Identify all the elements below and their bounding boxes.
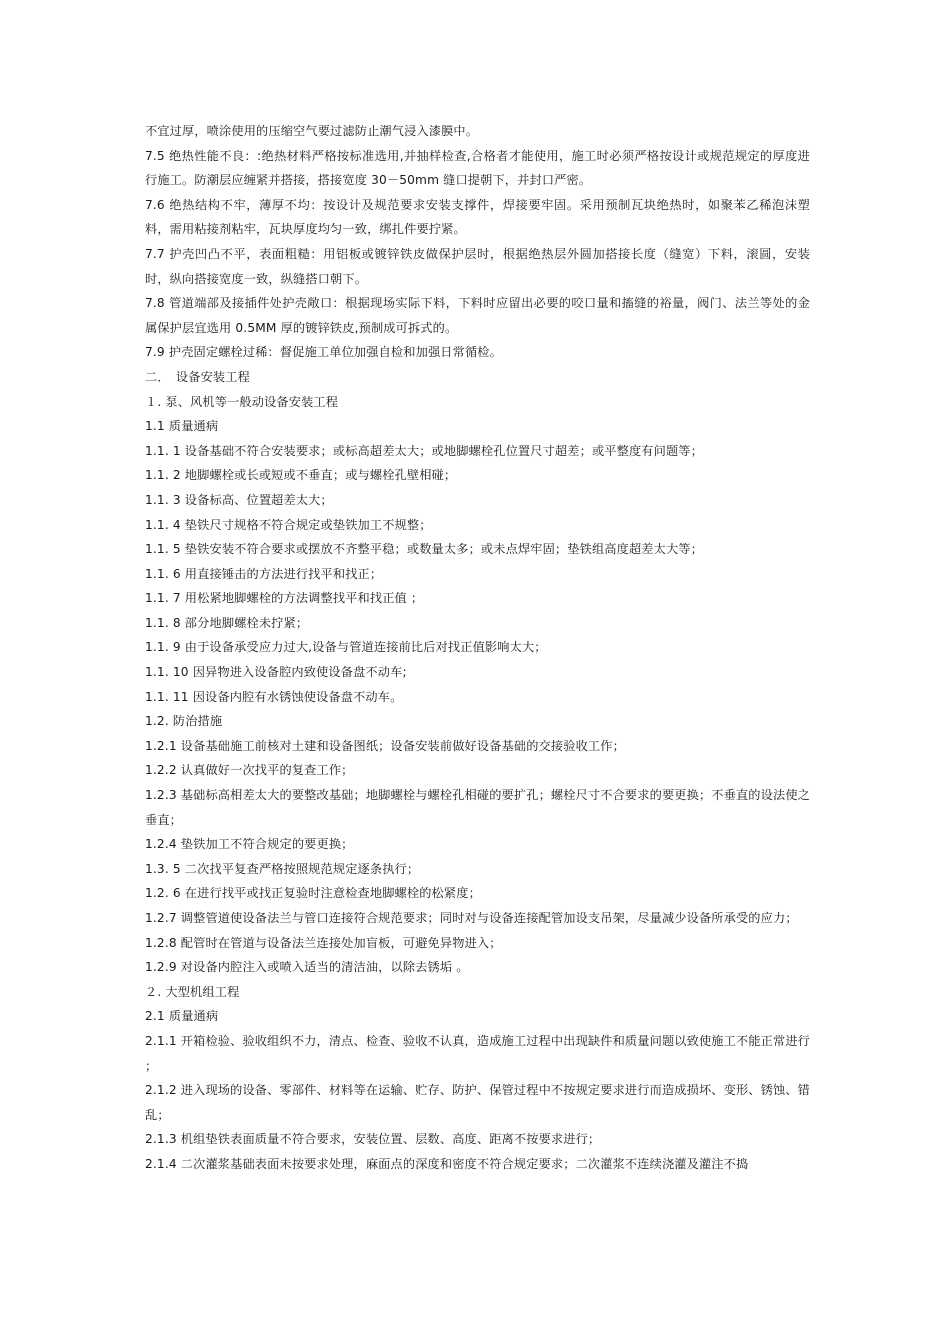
paragraph: 7.9 护壳固定螺栓过稀：督促施工单位加强自检和加强日常循检。 bbox=[145, 345, 502, 360]
document-body bbox=[145, 119, 810, 1177]
paragraph: 1.3. 5 二次找平复查严格按照规范规定逐条执行； bbox=[145, 861, 420, 876]
paragraph: 1.1. 2 地脚螺栓或长或短或不垂直；或与螺栓孔壁相碰； bbox=[145, 468, 457, 483]
paragraph: 1.2. 6 在进行找平或找正复验时注意检查地脚螺栓的松紧度； bbox=[145, 886, 481, 901]
paragraph: 1.2.2 认真做好一次找平的复查工作； bbox=[145, 763, 354, 778]
paragraph: 7.8 管道端部及接插件处护壳敞口：根据现场实际下料，下料时应留出必要的咬口量和搐缝的裕量，阀门、法兰等处的金属保护层宜选用 0.5MM 厚的镀锌铁皮,预制成可拆式的。 bbox=[145, 296, 810, 335]
paragraph: 2.1.3 机组垫铁表面质量不符合要求，安装位置、层数、高度、距离不按要求进行； bbox=[145, 1132, 601, 1147]
subsection-heading: 1.2. 防治措施 bbox=[145, 714, 223, 729]
subsection-heading: 1.1 质量通病 bbox=[145, 419, 219, 434]
section-heading: 二． 设备安装工程 bbox=[145, 369, 250, 384]
paragraph: 1.1. 9 由于设备承受应力过大,设备与管道连接前比后对找正值影响太大； bbox=[145, 640, 547, 655]
paragraph: 不宜过厚，喷涂使用的压缩空气要过滤防止潮气浸入漆膜中。 bbox=[145, 124, 479, 138]
paragraph: 7.5 绝热性能不良：:绝热材料严格按标准选用,并抽样检查,合格者才能使用，施工时必须严格按设计或规范规定的厚度进行施工。防潮层应缠紧并搭接，搭接宽度 30－50mm 缝口提朝下，并封口严密。 bbox=[145, 148, 810, 188]
paragraph: 1.1. 11 因设备内腔有水锈蚀使设备盘不动车。 bbox=[145, 689, 403, 704]
paragraph: 2.1.4 二次灌浆基础表面未按要求处理，麻面点的深度和密度不符合规定要求；二次灌浆不连续浇灌及灌注不捣 bbox=[145, 1156, 749, 1171]
paragraph: 2.1.2 进入现场的设备、零部件、材料等在运输、贮存、防护、保管过程中不按规定要求进行而造成损坏、变形、锈蚀、错乱； bbox=[145, 1083, 810, 1122]
paragraph: 1.2.7 调整管道使设备法兰与管口连接符合规范要求；同时对与设备连接配管加设支吊架，尽量减少设备所承受的应力； bbox=[145, 911, 798, 925]
paragraph: 1.1. 7 用松紧地脚螺栓的方法调整找平和找正值 ； bbox=[145, 591, 424, 606]
paragraph: 1.2.9 对设备内腔注入或喷入适当的清洁油，以除去锈垢 。 bbox=[145, 960, 469, 975]
paragraph: 1.1. 10 因异物进入设备腔内致使设备盘不动车; bbox=[145, 665, 407, 680]
paragraph: 1.2.8 配管时在管道与设备法兰连接处加盲板，可避免异物进入； bbox=[145, 935, 502, 950]
paragraph: 1.2.1 设备基础施工前核对土建和设备图纸；设备安装前做好设备基础的交接验收工作； bbox=[145, 738, 625, 753]
subsection-heading: 2.1 质量通病 bbox=[145, 1009, 219, 1024]
paragraph: 2.1.1 开箱检验、验收组织不力，清点、检查、验收不认真，造成施工过程中出现缺件和质量问题以致使施工不能正常进行 ； bbox=[145, 1033, 810, 1073]
paragraph: 1.1. 4 垫铁尺寸规格不符合规定或垫铁加工不规整； bbox=[145, 517, 432, 532]
paragraph: 1.1. 6 用直接锤击的方法进行找平和找正； bbox=[145, 566, 383, 581]
subsection-heading: ２. 大型机组工程 bbox=[145, 984, 240, 999]
paragraph: 7.6 绝热结构不牢，薄厚不均：按设计及规范要求安装支撑件，焊接要牢固。采用预制瓦块绝热时，如聚苯乙稀泡沫塑料，需用粘接剂粘牢，瓦块厚度均匀一致，绑扎件要拧紧。 bbox=[145, 197, 810, 237]
paragraph: 1.1. 5 垫铁安装不符合要求或摆放不齐整平稳；或数量太多；或未点焊牢固；垫铁组高度超差太大等； bbox=[145, 542, 703, 557]
paragraph: 1.1. 8 部分地脚螺栓未拧紧； bbox=[145, 615, 309, 630]
paragraph: 7.7 护壳凹凸不平，表面粗糙：用铝板或镀锌铁皮做保护层时，根据绝热层外圆加搭接长度（缝宽）下料，滚圆，安装时，纵向搭接宽度一致，纵缝搭口朝下。 bbox=[145, 246, 810, 286]
paragraph: 1.1. 1 设备基础不符合安装要求；或标高超差太大；或地脚螺栓孔位置尺寸超差；或平整度有问题等； bbox=[145, 443, 703, 458]
paragraph: 1.1. 3 设备标高、位置超差太大； bbox=[145, 492, 333, 507]
subsection-heading: １. 泵、风机等一般动设备安装工程 bbox=[145, 394, 339, 409]
paragraph: 1.2.3 基础标高相差太大的要整改基础；地脚螺栓与螺栓孔相碰的要扩孔；螺栓尺寸不合要求的要更换；不垂直的设法使之垂直； bbox=[145, 788, 810, 827]
paragraph: 1.2.4 垫铁加工不符合规定的要更换； bbox=[145, 837, 354, 852]
